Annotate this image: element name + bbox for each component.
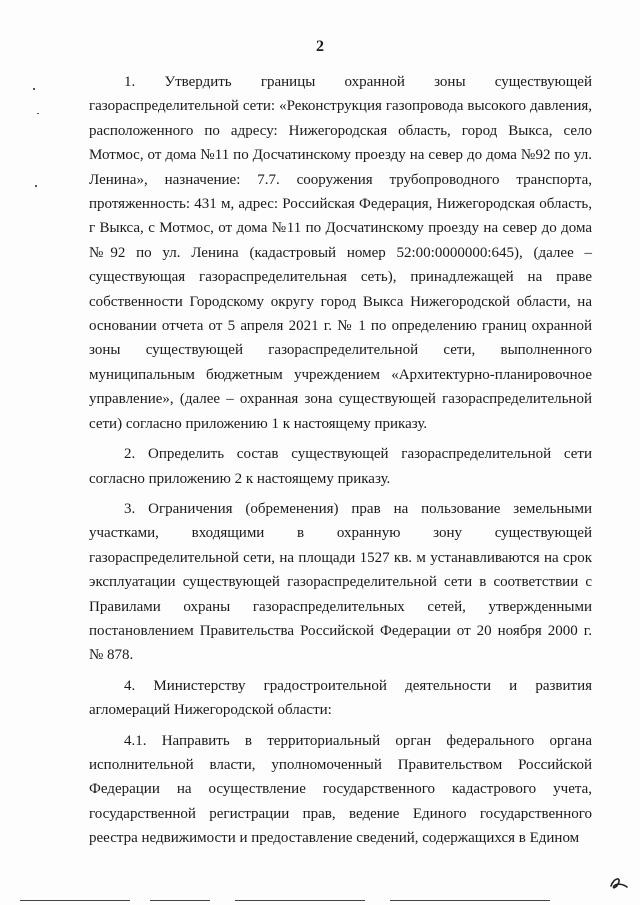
scan-edge-line xyxy=(390,900,550,901)
paragraph-1: 1. Утвердить границы охранной зоны существующей газораспределительной сети: «Реконструкция газопровода высокого давления, расположенного по адресу: Нижегородская область, город Выкса, село Мотмос, от дома №11 по Досчатинскому проезду на север до дома №92 по ул. Ленина», назначение: 7.7. сооружения трубопроводного транспорта, протяженность: 431 м, адрес: Российская Федерация, Нижегородская область, г Выкса, с Мотмос, от дома №11 по Досчатинскому проезду на север до дома №92 по ул. Ленина (кадастровый номер 52:00:0000000:645), (далее – существующая газораспределительная сеть), принадлежащей на праве собственности Городскому округу город Выкса Нижегородской области, на основании отчета от 5 апреля 2021 г. № 1 по определению границ охранной зоны существующей газораспределительной сети, выполненного муниципальным бюджетным учреждением «Архитектурно-планировочное управление», (далее – охранная зона существующей газораспределительной сети) согласно приложению 1 к настоящему приказу. xyxy=(89,74,592,432)
paragraph-4-1: 4.1. Направить в территориальный орган федерального органа исполнительной власти, уполномоченный Правительством Российской Федерации на осуществление государственного кадастрового учета, государственной регистрации прав, ведение Единого государственного реестра недвижимости и предоставление сведений, содержащихся в Едином xyxy=(89,732,592,847)
document-body xyxy=(89,70,592,851)
paragraph-2: 2. Определить состав существующей газораспределительной сети согласно приложению 2 к настоящему приказу. xyxy=(89,446,592,487)
scan-edge-line xyxy=(235,900,365,901)
scan-edge-line xyxy=(20,900,130,901)
paragraph-4: 4. Министерству градостроительной деятельности и развития агломераций Нижегородской области: xyxy=(89,677,592,719)
scan-mark xyxy=(33,88,35,90)
scan-mark xyxy=(35,185,37,187)
paragraph-3: 3. Ограничения (обременения) прав на пользование земельными участками, входящими в охранную зону существующей газораспределительной сети, на площади 1527 кв. м устанавливаются на срок эксплуатации существующей газораспределительной сети в соответствии с Правилами охраны газораспределительных сетей, утвержденными постановлением Правительства Российской Федерации от 20 ноября 2000 г. № 878. xyxy=(89,500,592,664)
handwritten-initial xyxy=(608,875,630,891)
scan-mark xyxy=(37,113,39,114)
page-number: 2 xyxy=(316,38,324,55)
scan-edge-line xyxy=(150,900,210,901)
